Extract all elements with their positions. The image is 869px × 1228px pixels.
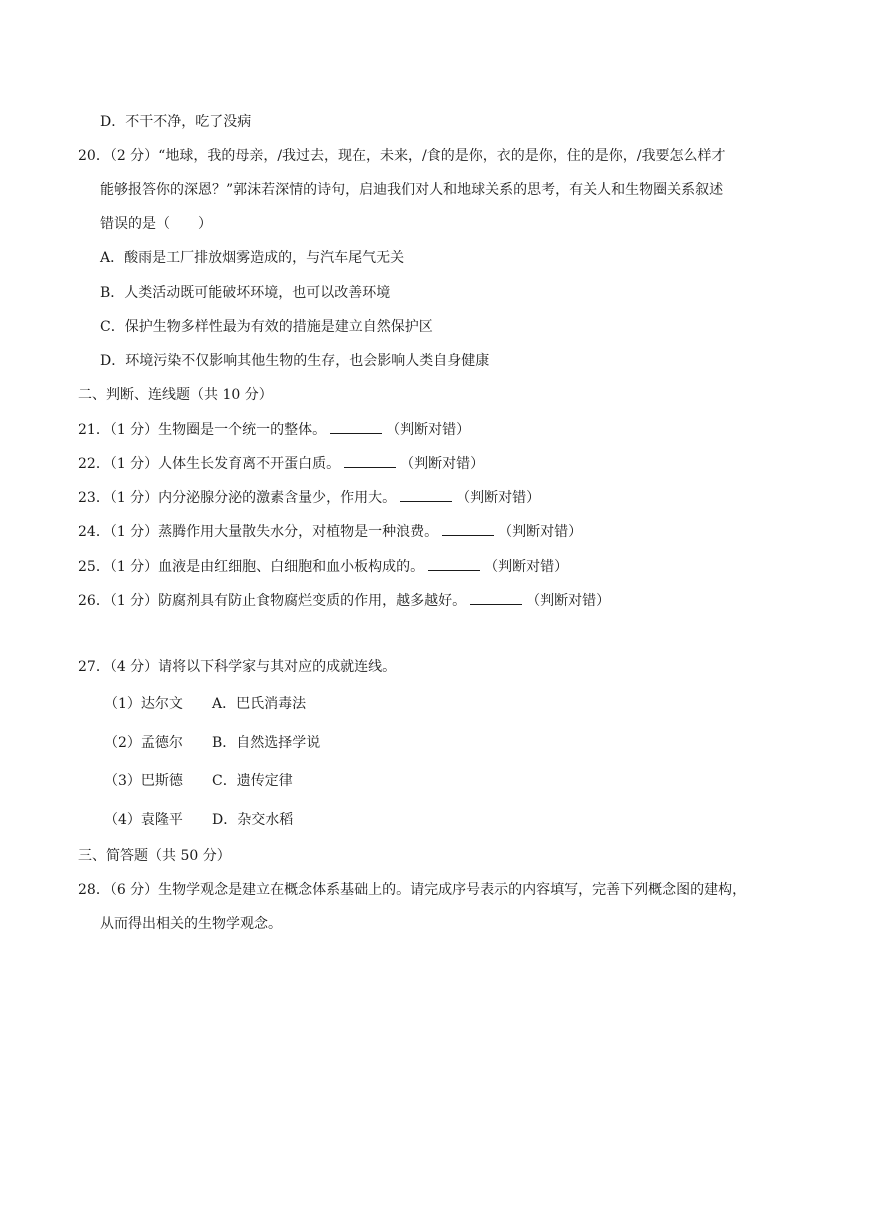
scientist-label[interactable]: （3）巴斯德: [104, 773, 183, 789]
question-text: 23．（1 分）内分泌腺分泌的激素含量少，作用大。: [78, 490, 397, 506]
judge-question-22: [78, 453, 484, 474]
question-text: 24．（1 分）蒸腾作用大量散失水分，对植物是一种浪费。: [78, 524, 439, 540]
section3-heading: 三、简答题（共 50 分）: [78, 848, 231, 864]
answer-blank[interactable]: [442, 521, 494, 536]
q27-stem: 27．（4 分）请将以下科学家与其对应的成就连线。: [78, 659, 397, 675]
q20-stem-line1: 20．（2 分）“地球，我的母亲，/我过去，现在，未来，/食的是你，衣的是你，住的是你，/我要怎么样才: [78, 148, 726, 164]
q28-stem-line1: 28．（6 分）生物学观念是建立在概念体系基础上的。请完成序号表示的内容填写，完善下列概念图的建构，: [78, 882, 747, 898]
question-suffix: （判断对错）: [456, 490, 541, 506]
achievement-label[interactable]: B．自然选择学说: [212, 735, 321, 751]
q20-option-c: C．保护生物多样性最为有效的措施是建立自然保护区: [100, 319, 433, 335]
answer-blank[interactable]: [428, 556, 480, 571]
answer-blank[interactable]: [470, 590, 522, 605]
question-suffix: （判断对错）: [386, 422, 471, 438]
q20-option-a: A．酸雨是工厂排放烟雾造成的，与汽车尾气无关: [100, 250, 405, 266]
judge-question-23: [78, 487, 540, 508]
judge-question-26: [78, 590, 610, 611]
q28-stem-line2: 从而得出相关的生物学观念。: [100, 916, 282, 932]
answer-blank[interactable]: [330, 419, 382, 434]
judge-question-21: [78, 419, 470, 440]
question-suffix: （判断对错）: [400, 456, 485, 472]
achievement-label[interactable]: D．杂交水稻: [212, 812, 294, 828]
scientist-label[interactable]: （1）达尔文: [104, 696, 183, 712]
scientist-label[interactable]: （4）袁隆平: [104, 812, 183, 828]
achievement-label[interactable]: A．巴氏消毒法: [212, 696, 307, 712]
q20-option-b: B．人类活动既可能破坏环境，也可以改善环境: [100, 285, 391, 301]
answer-blank[interactable]: [400, 487, 452, 502]
q20-option-d: D．环境污染不仅影响其他生物的生存，也会影响人类自身健康: [100, 353, 490, 369]
question-suffix: （判断对错）: [526, 593, 611, 609]
q27-pair-2: [104, 733, 320, 753]
q27-pair-1: [104, 694, 306, 714]
question-text: 22．（1 分）人体生长发育离不开蛋白质。: [78, 456, 341, 472]
question-text: 21．（1 分）生物圈是一个统一的整体。: [78, 422, 327, 438]
q27-pair-3: [104, 771, 293, 791]
question-suffix: （判断对错）: [484, 559, 569, 575]
q19-option-d: D．不干不净，吃了没病: [100, 114, 252, 130]
q27-pair-4: [104, 810, 293, 830]
section2-heading: 二、判断、连线题（共 10 分）: [78, 387, 273, 403]
judge-question-24: [78, 521, 582, 542]
question-text: 26．（1 分）防腐剂具有防止食物腐烂变质的作用，越多越好。: [78, 593, 467, 609]
question-suffix: （判断对错）: [498, 524, 583, 540]
achievement-label[interactable]: C．遗传定律: [212, 773, 293, 789]
question-text: 25．（1 分）血液是由红细胞、白细胞和血小板构成的。: [78, 559, 425, 575]
q20-stem-line2: 能够报答你的深恩？”郭沫若深情的诗句，启迪我们对人和地球关系的思考，有关人和生物圈关系叙述: [100, 182, 724, 198]
scientist-label[interactable]: （2）孟德尔: [104, 735, 183, 751]
judge-question-25: [78, 556, 568, 577]
answer-blank[interactable]: [344, 453, 396, 468]
q20-stem-line3: 错误的是（ ）: [100, 216, 212, 232]
